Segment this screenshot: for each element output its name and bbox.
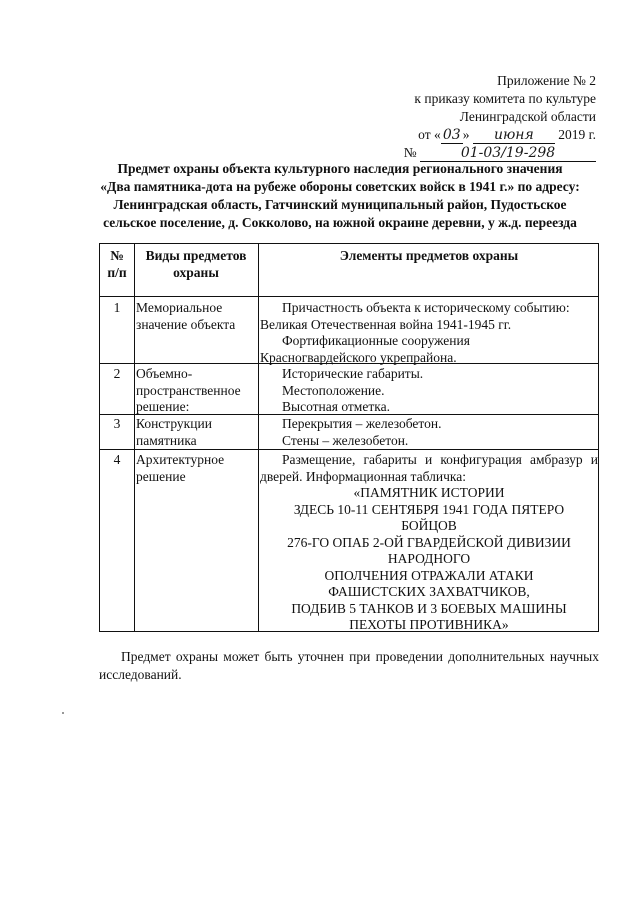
plaque-text: «ПАМЯТНИК ИСТОРИИ ЗДЕСЬ 10-11 СЕНТЯБРЯ 1941 ГОДА ПЯТЕРО БОЙЦОВ 276-ГО ОПАБ 2-ОЙ ГВАРДЕЙСКОЙ ДИВИЗИИ НАРОДНОГО ОПОЛЧЕНИЯ ОТРАЖАЛИ АТАКИ ФАШИСТСКИХ ЗАХВАТЧИКОВ, ПОДБИВ 5 ТАНКОВ И 3 БОЕВЫХ МАШИНЫ ПЕХОТЫ ПРОТИВНИКА» xyxy=(287,485,571,632)
row-elements xyxy=(260,452,598,634)
date-year: 2019 г. xyxy=(558,127,596,142)
row-kind: Объемно- пространственное решение: xyxy=(136,366,241,414)
scan-speck xyxy=(62,712,64,714)
region-label: Ленинградской области xyxy=(459,109,596,124)
title-line: Предмет охраны объекта культурного наследия регионального значения xyxy=(117,161,563,176)
date-month-handwritten: июня xyxy=(473,127,555,144)
date-line xyxy=(418,126,596,144)
row-number: 1 xyxy=(113,300,121,315)
appendix-label: Приложение № 2 xyxy=(497,73,596,88)
row-kind: Конструкции памятника xyxy=(136,416,212,448)
header-elements: Элементы предметов охраны xyxy=(339,248,519,263)
title-line: «Два памятника-дота на рубеже обороны советских войск в 1941 г.» по адресу: xyxy=(100,179,580,194)
date-mid: » xyxy=(462,127,470,142)
order-number-handwritten: 01-03/19-298 xyxy=(420,145,596,162)
column-divider xyxy=(134,244,135,631)
row-divider xyxy=(100,449,598,450)
order-reference: к приказу комитета по культуре xyxy=(414,91,596,106)
row-divider xyxy=(100,296,598,297)
row-elements: Причастность объекта к историческому событию: Великая Отечественная война 1941-1945 гг. Фортификационные сооружения Красногвардейского укрепрайона. xyxy=(260,300,570,365)
row-elements: Исторические габариты. Местоположение. Высотная отметка. xyxy=(282,366,424,414)
header-kind: Виды предметов охраны xyxy=(145,248,247,280)
plaque-intro: Размещение, габариты и конфигурация амбразур и дверей. Информационная табличка: xyxy=(260,452,598,484)
header-number: № п/п xyxy=(107,248,127,280)
date-prefix: от « xyxy=(418,127,441,142)
protection-table xyxy=(99,243,599,632)
row-kind: Мемориальное значение объекта xyxy=(136,300,236,332)
row-kind: Архитектурное решение xyxy=(136,452,225,484)
date-day-handwritten: 03 xyxy=(441,127,463,144)
row-elements: Перекрытия – железобетон. Стены – железобетон. xyxy=(282,416,442,448)
title-line: сельское поселение, д. Сокколово, на южной окраине деревни, у ж.д. переезда xyxy=(103,215,577,230)
title-line: Ленинградская область, Гатчинский муниципальный район, Пудостьское xyxy=(113,197,567,212)
number-prefix: № xyxy=(403,145,417,160)
row-number: 2 xyxy=(113,366,121,381)
row-number: 3 xyxy=(113,416,121,431)
column-divider xyxy=(258,244,259,631)
footer-note: Предмет охраны может быть уточнен при проведении дополнительных научных исследований. xyxy=(99,649,599,682)
document-title xyxy=(60,160,620,232)
row-number: 4 xyxy=(113,452,121,467)
